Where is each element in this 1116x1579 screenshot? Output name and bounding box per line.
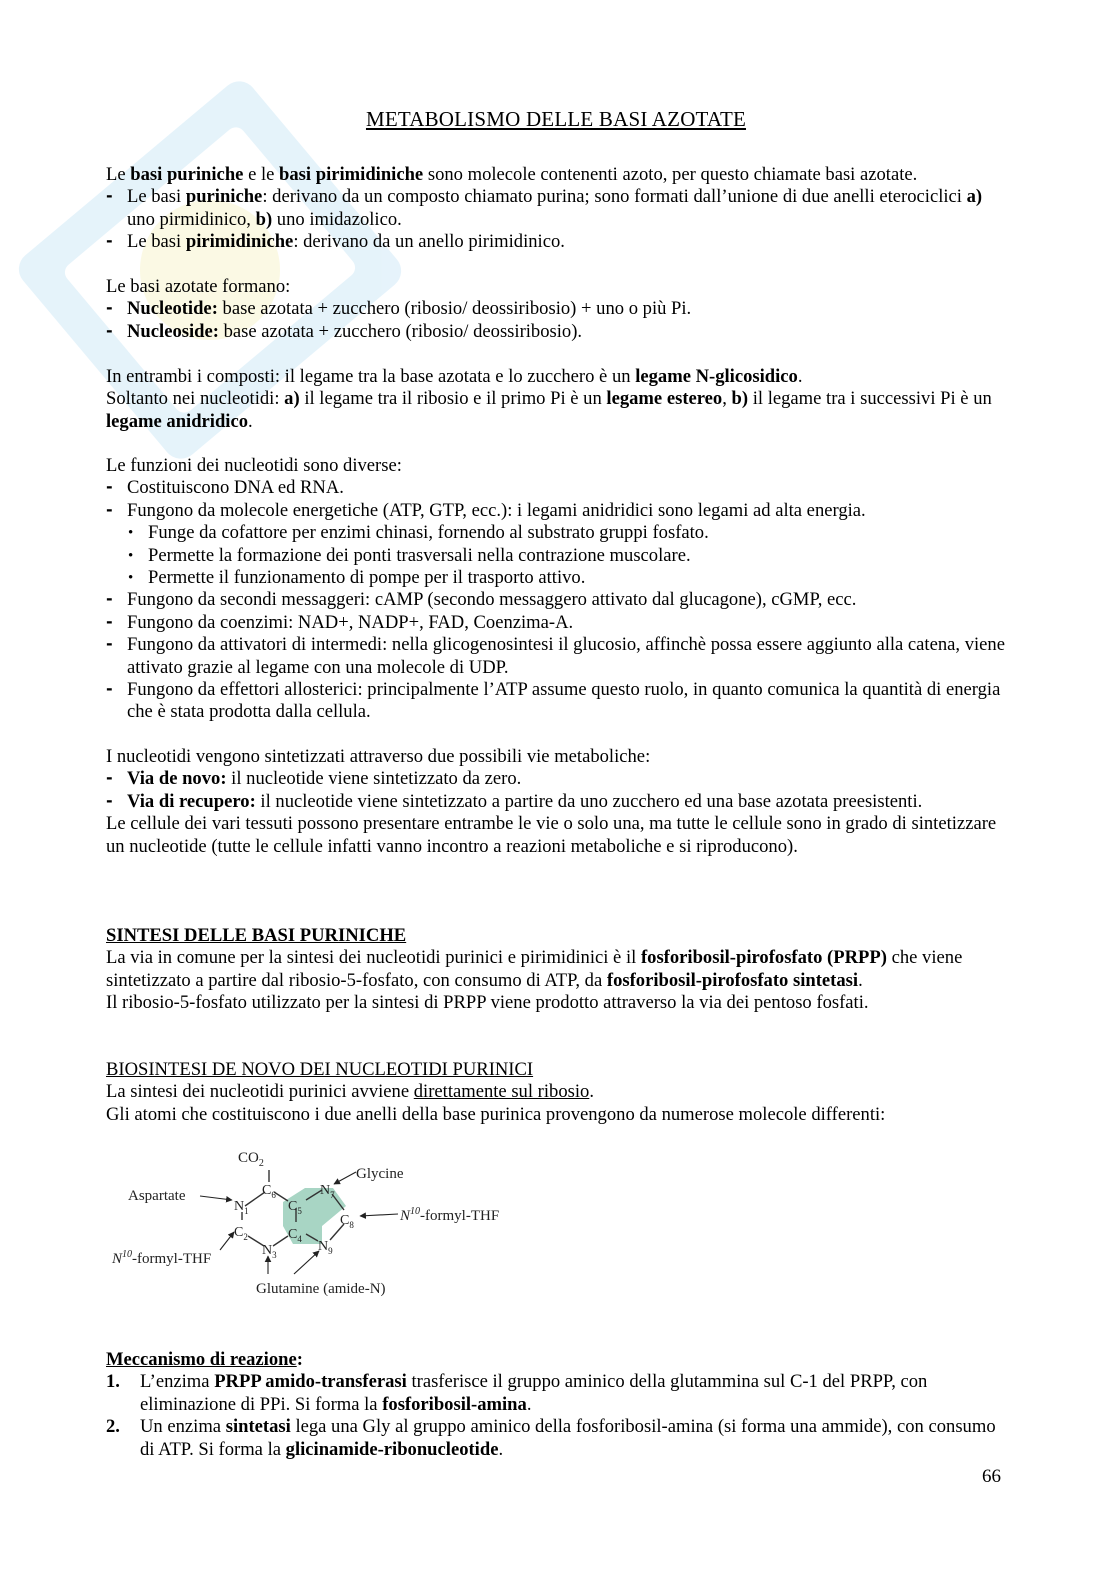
list-item: - Via di recupero: il nucleotide viene sintetizzato a partire da uno zucchero ed una base azotata preesistenti. [106, 791, 1006, 813]
section-heading: Meccanismo di reazione: [106, 1349, 303, 1370]
atom-n1: $N_1$ [234, 1199, 249, 1216]
paragraph: La via in comune per la sintesi dei nucleotidi purinici e pirimidinici è il fosforibosil-pirofosfato (PRPP) che viene sintetizzato a partire dal ribosio-5-fosfato, con consumo di ATP, da fosforibosil-pirofosfato sintetasi. [106, 947, 963, 991]
meccanismo-section [106, 1349, 1006, 1461]
atom-c6: $C_6$ [262, 1183, 276, 1200]
list-item: - Fungono da coenzimi: NAD+, NADP+, FAD, Coenzima-A. [106, 612, 1006, 634]
term-purine: basi puriniche [130, 164, 244, 185]
atom-c4: $C_4$ [288, 1227, 302, 1244]
glycine-label: Glycine [356, 1166, 404, 1182]
section-lead: Le basi azotate formano: [106, 276, 291, 297]
atom-n3: $N_3$ [262, 1243, 277, 1260]
numbered-step: 2. Un enzima sintetasi lega una Gly al gruppo aminico della fosforibosil-amina (si forma una ammide), con consumo di ATP. Si forma la glicinamide-ribonucleotide. [106, 1416, 996, 1460]
atom-c8: $C_8$ [340, 1213, 354, 1230]
legami-line: In entrambi i composti: il legame tra la base azotata e lo zucchero è un legame N-glicosidico. [106, 366, 803, 387]
paragraph: La sintesi dei nucleotidi purinici avviene direttamente sul ribosio. [106, 1081, 594, 1103]
sub-list-item: • Permette il funzionamento di pompe per il trasporto attivo. [106, 567, 1006, 589]
list-item: - Costituiscono DNA ed RNA. [106, 477, 1006, 499]
paragraph: Il ribosio-5-fosfato utilizzato per la sintesi di PRPP viene prodotto attraverso la via dei pentoso fosfati. [106, 992, 869, 1014]
paragraph: Gli atomi che costituiscono i due anelli della base purinica provengono da numerose molecole differenti: [106, 1103, 886, 1125]
page-number: 66 [982, 1466, 1001, 1487]
list-item: - Fungono da molecole energetiche (ATP, GTP, ecc.): i legami anidridici sono legami ad alta energia. [106, 500, 1006, 522]
intro-section [106, 164, 1006, 254]
legami-section [106, 366, 1006, 433]
biosintesi-section [106, 1059, 1006, 1126]
formano-section [106, 276, 1006, 343]
glutamine-label: Glutamine (amide-N) [256, 1281, 386, 1297]
text: Le [106, 164, 131, 185]
funzioni-section [106, 455, 1006, 724]
term-pyrimidine: basi pirimidiniche [279, 164, 424, 185]
list-item: - Le basi puriniche: derivano da un composto chiamato purina; sono formati dall’unione di due anelli eterociclici a) uno pirmidinico, b) uno imidazolico. [106, 186, 1006, 231]
list-item: - Nucleoside: base azotata + zucchero (ribosio/ deossiribosio). [106, 321, 1006, 343]
section-lead: Le funzioni dei nucleotidi sono diverse: [106, 455, 402, 476]
co2-label: $CO_2$ [238, 1150, 264, 1169]
list-item: - Via de novo: il nucleotide viene sintetizzato da zero. [106, 768, 1006, 790]
page-title: METABOLISMO DELLE BASI AZOTATE [365, 107, 747, 131]
section-lead: I nucleotidi vengono sintetizzati attraverso due possibili vie metaboliche: [106, 746, 651, 767]
list-item: - Fungono da effettori allosterici: principalmente l’ATP assume questo ruolo, in quanto comunica la quantità di energia che è stata prodotta dalla cellula. [106, 679, 1006, 724]
vie-section [106, 746, 1006, 858]
purine-origin-diagram [108, 1142, 508, 1304]
section-heading: SINTESI DELLE BASI PURINICHE [106, 925, 407, 946]
list-item: - Nucleotide: base azotata + zucchero (ribosio/ deossiribosio) + uno o più Pi. [106, 298, 1006, 320]
list-item: - Fungono da secondi messaggeri: cAMP (secondo messaggero attivato dal glucagone), cGMP, ecc. [106, 589, 1006, 611]
atom-c2: $C_2$ [234, 1225, 248, 1242]
atom-n9: $N_9$ [318, 1239, 333, 1256]
sub-list-item: • Funge da cofattore per enzimi chinasi, fornendo al substrato gruppi fosfato. [106, 522, 1006, 544]
numbered-step: 1. L’enzima PRPP amido-transferasi trasferisce il gruppo aminico della glutammina sul C-1 del PRPP, con eliminazione di PPi. Si forma la fosforibosil-amina. [106, 1371, 928, 1415]
atom-n7: $N_7$ [320, 1183, 335, 1200]
text: e le [243, 164, 280, 185]
sub-list-item: • Permette la formazione dei ponti trasversali nella contrazione muscolare. [106, 545, 1006, 567]
list-item: - Le basi pirimidiniche: derivano da un anello pirimidinico. [106, 231, 1006, 253]
atom-c5: $C_5$ [288, 1199, 302, 1216]
section-heading: BIOSINTESI DE NOVO DEI NUCLEOTIDI PURINICI [106, 1059, 534, 1080]
formyl-thf-right-label: $N^{10}-formyl$-THF [400, 1206, 500, 1224]
text: sono molecole contenenti azoto, per questo chiamate basi azotate. [423, 164, 918, 185]
formyl-thf-left-label: $N^{10}-formyl$-THF [112, 1249, 212, 1267]
legami-line: Soltanto nei nucleotidi: a) il legame tra il ribosio e il primo Pi è un legame estereo, b) il legame tra i successivi Pi è un legame anidridico. [106, 388, 992, 432]
intro-paragraph [106, 164, 1006, 186]
aspartate-label: Aspartate [128, 1188, 186, 1204]
list-item: - Fungono da attivatori di intermedi: nella glicogenosintesi il glucosio, affinchè possa essere aggiunto alla catena, viene attivato grazie al legame con una molecole di UDP. [106, 634, 1006, 679]
sintesi-section [106, 925, 1006, 1015]
paragraph: Le cellule dei vari tessuti possono presentare entrambe le vie o solo una, ma tutte le cellule sono in grado di sintetizzare un nucleotide (tutte le cellule infatti vanno incontro a reazioni metaboliche e si riproducono). [106, 813, 997, 857]
